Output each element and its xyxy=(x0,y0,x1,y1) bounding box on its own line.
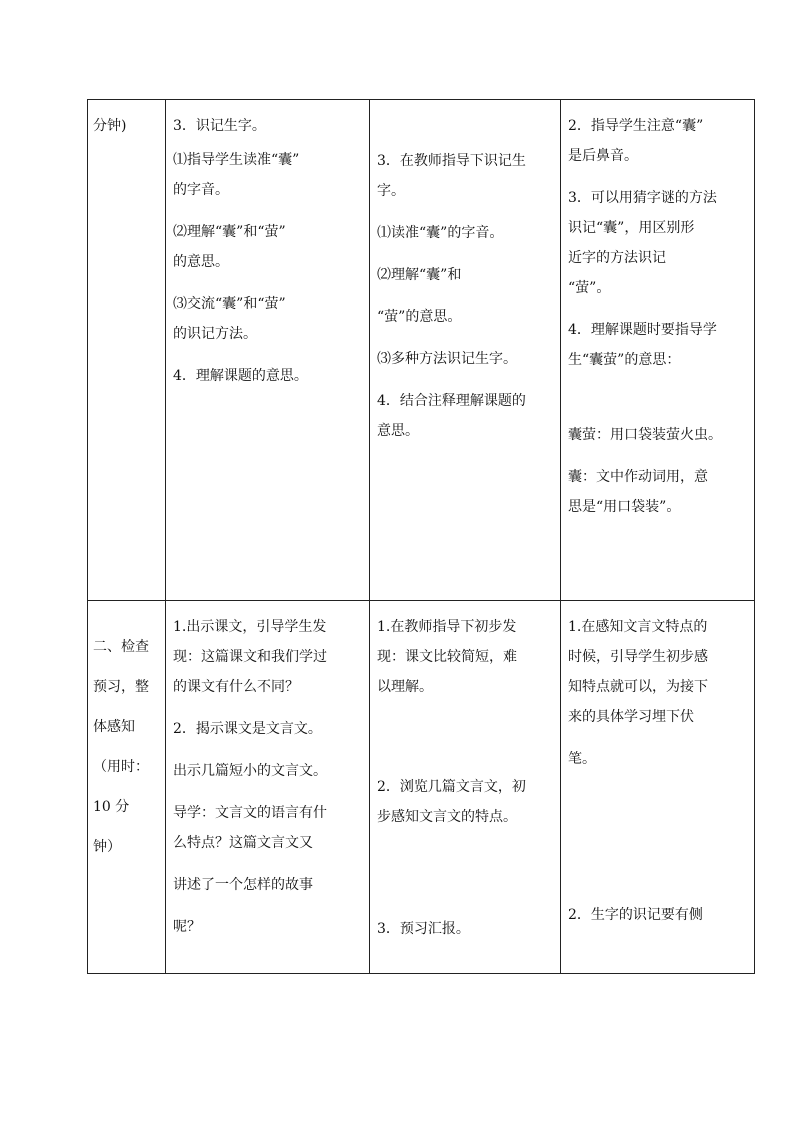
line-text: 4．理解课题的意思。 xyxy=(173,368,308,384)
line-text: 生“囊萤”的意思： xyxy=(568,352,681,368)
line-text: 分钟) xyxy=(93,118,127,134)
line-text: 4．理解课题时要指导学 xyxy=(568,322,717,338)
line-text: 2．浏览几篇文言文，初 xyxy=(377,779,526,795)
line-text: ⑵理解“囊”和 xyxy=(377,267,462,283)
line-text: 来的具体学习埋下伏 xyxy=(568,709,694,725)
line-text: 的字音。 xyxy=(173,182,229,198)
line-text: 3．可以用猜字谜的方法 xyxy=(568,190,717,206)
line-text: 以理解。 xyxy=(377,679,433,695)
line-text: 思是“用口袋装”。 xyxy=(568,499,681,515)
line-text: 呢？ xyxy=(173,919,201,935)
student-activity-cell xyxy=(370,100,561,601)
line-text: 体感知 xyxy=(93,719,135,735)
line-text: 近字的方法识记 xyxy=(568,250,666,266)
line-text: 1.在感知文言文特点的 xyxy=(568,619,708,635)
teacher-activity-cell xyxy=(166,601,370,974)
line-text: 么特点？这篇文言文又 xyxy=(173,835,313,851)
line-text: 10 分 xyxy=(93,799,130,815)
line-text: ⑴读准“囊”的字音。 xyxy=(377,225,504,241)
line-text: 1.出示课文，引导学生发 xyxy=(173,619,327,635)
line-text: 囊萤：用口袋装萤火虫。 xyxy=(568,427,722,443)
line-text: 的课文有什么不同？ xyxy=(173,679,299,695)
line-text: “萤”的意思。 xyxy=(377,309,462,325)
design-notes-cell xyxy=(561,601,755,974)
line-text: ⑴指导学生读准“囊” xyxy=(173,152,300,168)
line-text: 的识记方法。 xyxy=(173,326,257,342)
line-text: 2．生字的识记要有侧 xyxy=(568,907,703,923)
line-text: 讲述了一个怎样的故事 xyxy=(173,877,313,893)
line-text: 时候，引导学生初步感 xyxy=(568,649,708,665)
line-text: 出示几篇短小的文言文。 xyxy=(173,763,327,779)
line-text: 现：课文比较简短，难 xyxy=(377,649,517,665)
design-notes-cell xyxy=(561,100,755,601)
line-text: 4．结合注释理解课题的 xyxy=(377,393,526,409)
line-text: 笔。 xyxy=(568,751,596,767)
line-text: 导学：文言文的语言有什 xyxy=(173,805,327,821)
table-row xyxy=(88,100,755,601)
line-text: 预习，整 xyxy=(93,679,149,695)
line-text: 是后鼻音。 xyxy=(568,148,638,164)
line-text: 现：这篇课文和我们学过 xyxy=(173,649,327,665)
line-text: 字。 xyxy=(377,183,405,199)
line-text: 二、检查 xyxy=(93,639,149,655)
line-text: 3．预习汇报。 xyxy=(377,921,470,937)
line-text: ⑶多种方法识记生字。 xyxy=(377,351,517,367)
line-text: 步感知文言文的特点。 xyxy=(377,809,517,825)
line-text: 2．指导学生注意“囊” xyxy=(568,118,704,134)
line-text: 2．揭示课文是文言文。 xyxy=(173,721,322,737)
stage-cell xyxy=(88,601,166,974)
stage-cell xyxy=(88,100,166,601)
line-text: 知特点就可以，为接下 xyxy=(568,679,708,695)
table-row xyxy=(88,601,755,974)
line-text: ⑶交流“囊”和“萤” xyxy=(173,296,286,312)
student-activity-cell xyxy=(370,601,561,974)
line-text: 1.在教师指导下初步发 xyxy=(377,619,517,635)
lesson-plan-table xyxy=(87,99,755,974)
line-text: 钟） xyxy=(93,839,121,855)
line-text: “萤”。 xyxy=(568,280,611,296)
teacher-activity-cell xyxy=(166,100,370,601)
line-text: 的意思。 xyxy=(173,254,229,270)
line-text: （用时： xyxy=(93,759,149,775)
line-text: 意思。 xyxy=(377,423,419,439)
line-text: 3．在教师指导下识记生 xyxy=(377,153,526,169)
line-text: ⑵理解“囊”和“萤” xyxy=(173,224,286,240)
line-text: 识记“囊”，用区别形 xyxy=(568,220,695,236)
line-text: 3．识记生字。 xyxy=(173,118,266,134)
line-text: 囊：文中作动词用，意 xyxy=(568,469,708,485)
